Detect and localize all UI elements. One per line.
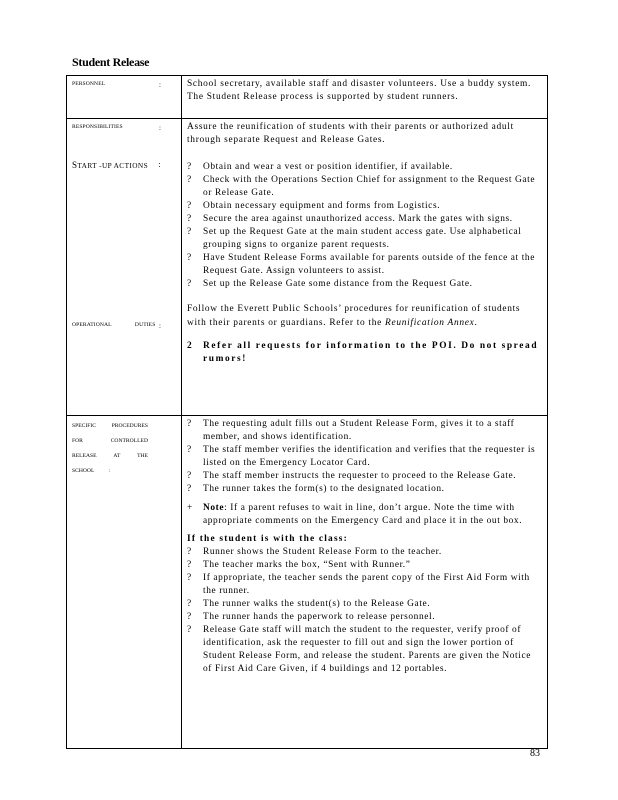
row-responsibilities [67,119,548,416]
list-item [187,278,542,291]
bullet-icon: ? [187,484,192,494]
bullet-icon: ? [187,214,192,225]
bullet-icon: ? [187,253,192,264]
list-item-text: Set up the Release Gate some distance from the Request Gate. [203,279,473,290]
class-heading: If the student is with the class: [187,534,348,544]
label-responsibilities: RESPONSIBILITIES [72,124,123,130]
list-item [187,161,542,174]
bullet-icon: ? [187,612,192,622]
list-item [187,226,542,252]
label-cell-specific [67,416,182,749]
list-item-text: Obtain necessary equipment and forms from Logistics. [203,201,441,212]
label-line [72,434,148,449]
page-title: Student Release [72,55,150,69]
content-cell-specific [182,416,548,749]
note-label: Note [203,503,225,513]
list-item [187,418,542,444]
list-item [187,598,542,611]
bullet-icon: ? [187,445,192,455]
label-line [72,419,148,434]
bullet-icon: ? [187,175,192,186]
bullet-icon: ? [187,279,192,290]
bullet-icon: ? [187,573,192,583]
list-item-text: The runner walks the student(s) to the Release Gate. [203,599,431,609]
list-item [187,444,542,470]
responsibilities-text: Assure the reunification of students with their parents or authorized adult through separate Request and Release Gates. [187,122,514,146]
rumor-warning: 2 Refer all requests for information to the POI. Do not spread rumors! [187,340,542,367]
label-word: THE [137,453,148,459]
label-word: SCHOOL [72,468,95,474]
list-item-text: Release Gate staff will match the student to the requester, verify proof of identification, ask the requester to fill out and sign the lower portion of Student Release Form, and release the student. Parents are given the Notice of First Aid Care Given, if 4 buildings and 12 portables. [203,625,531,674]
note-block [187,502,542,528]
bullet-icon: ? [187,625,192,635]
label-word: CONTROLLED [110,438,148,444]
list-item-text: The staff member verifies the identification and verifies that the requester is listed on the Emergency Locator Card. [203,445,536,468]
list-item-text: Secure the area against unauthorized access. Mark the gates with signs. [203,214,513,225]
bullet-icon: ? [187,419,192,429]
content-cell-personnel [182,76,548,119]
list-item [187,200,542,213]
label-specific-procedures [67,416,181,479]
label-word: AT [113,453,121,459]
list-item [187,174,542,200]
row-personnel [67,76,548,119]
list-item-text: The staff member instructs the requester to proceed to the Release Gate. [203,471,517,481]
warning-icon: 2 [187,340,194,351]
list-item-text: The requesting adult fills out a Student Release Form, gives it to a staff member, and shows identification. [203,419,515,442]
list-item-text: Check with the Operations Section Chief for assignment to the Request Gate or Release Gate. [203,175,536,199]
list-item [187,470,542,483]
bullet-icon: ? [187,471,192,481]
label-word: FOR [72,438,83,444]
row-specific-procedures [67,416,548,749]
label-word: PROCEDURES [111,423,148,429]
list-item-text: The teacher marks the box, “Sent with Runner.” [203,560,411,570]
label-colon: : [158,81,161,89]
list-item [187,483,542,496]
list-item [187,624,542,676]
list-item-text: Obtain and wear a vest or position identifier, if available. [203,162,453,173]
list-item [187,252,542,278]
label-cell-personnel [67,76,182,119]
label-colon: : [158,124,161,132]
class-steps-list [187,546,542,676]
reunification-annex-ref: Reunification Annex [385,317,475,328]
page-number: 83 [530,748,540,759]
list-item [187,213,542,226]
label-word: RELEASE [72,453,97,459]
label-cell-responsibilities [67,119,182,416]
bullet-icon: ? [187,201,192,212]
label-word: SPECIFIC [72,423,96,429]
list-item-text: The runner hands the paperwork to release personnel. [203,612,436,622]
label-line [72,464,110,479]
list-item-text: Runner shows the Student Release Form to the teacher. [203,547,442,557]
personnel-text: School secretary, available staff and disaster volunteers. Use a buddy system. The Student Release process is supported by student runners. [187,79,532,103]
operational-duties-text: Follow the Everett Public Schools’ procedures for reunification of students with their parents or guardians. Refer to the Reunification Annex. [187,304,521,328]
startup-actions-list [187,161,542,291]
list-item [187,559,542,572]
list-item [187,546,542,559]
list-item-text: Set up the Request Gate at the main student access gate. Use alphabetical grouping signs to organize parent requests. [203,227,522,251]
bullet-icon: ? [187,599,192,609]
release-steps-list [187,418,542,496]
label-startup-actions: START -UP ACTIONS : [72,160,161,170]
label-line [72,449,148,464]
list-item-text: Have Student Release Forms available for parents outside of the fence at the Request Gate. Assign volunteers to assist. [203,253,535,277]
bullet-icon: ? [187,560,192,570]
bullet-icon: ? [187,162,192,173]
list-item-text: The runner takes the form(s) to the designated location. [203,484,445,494]
label-word: : [108,468,110,474]
label-personnel: PERSONNEL [72,81,106,87]
bullet-icon: ? [187,547,192,557]
note-marker: + [187,503,193,513]
list-item-text: If appropriate, the teacher sends the parent copy of the First Aid Form with the runner. [203,573,530,596]
procedure-table [66,75,548,749]
content-cell-responsibilities [182,119,548,416]
label-operational-duties: OPERATIONAL DUTIES : [72,322,161,330]
list-item [187,611,542,624]
note-text: : If a parent refuses to wait in line, don’t argue. Note the time with appropriate comments on the Emergency Card and place it in the out box. [203,503,523,526]
bullet-icon: ? [187,227,192,238]
list-item [187,572,542,598]
